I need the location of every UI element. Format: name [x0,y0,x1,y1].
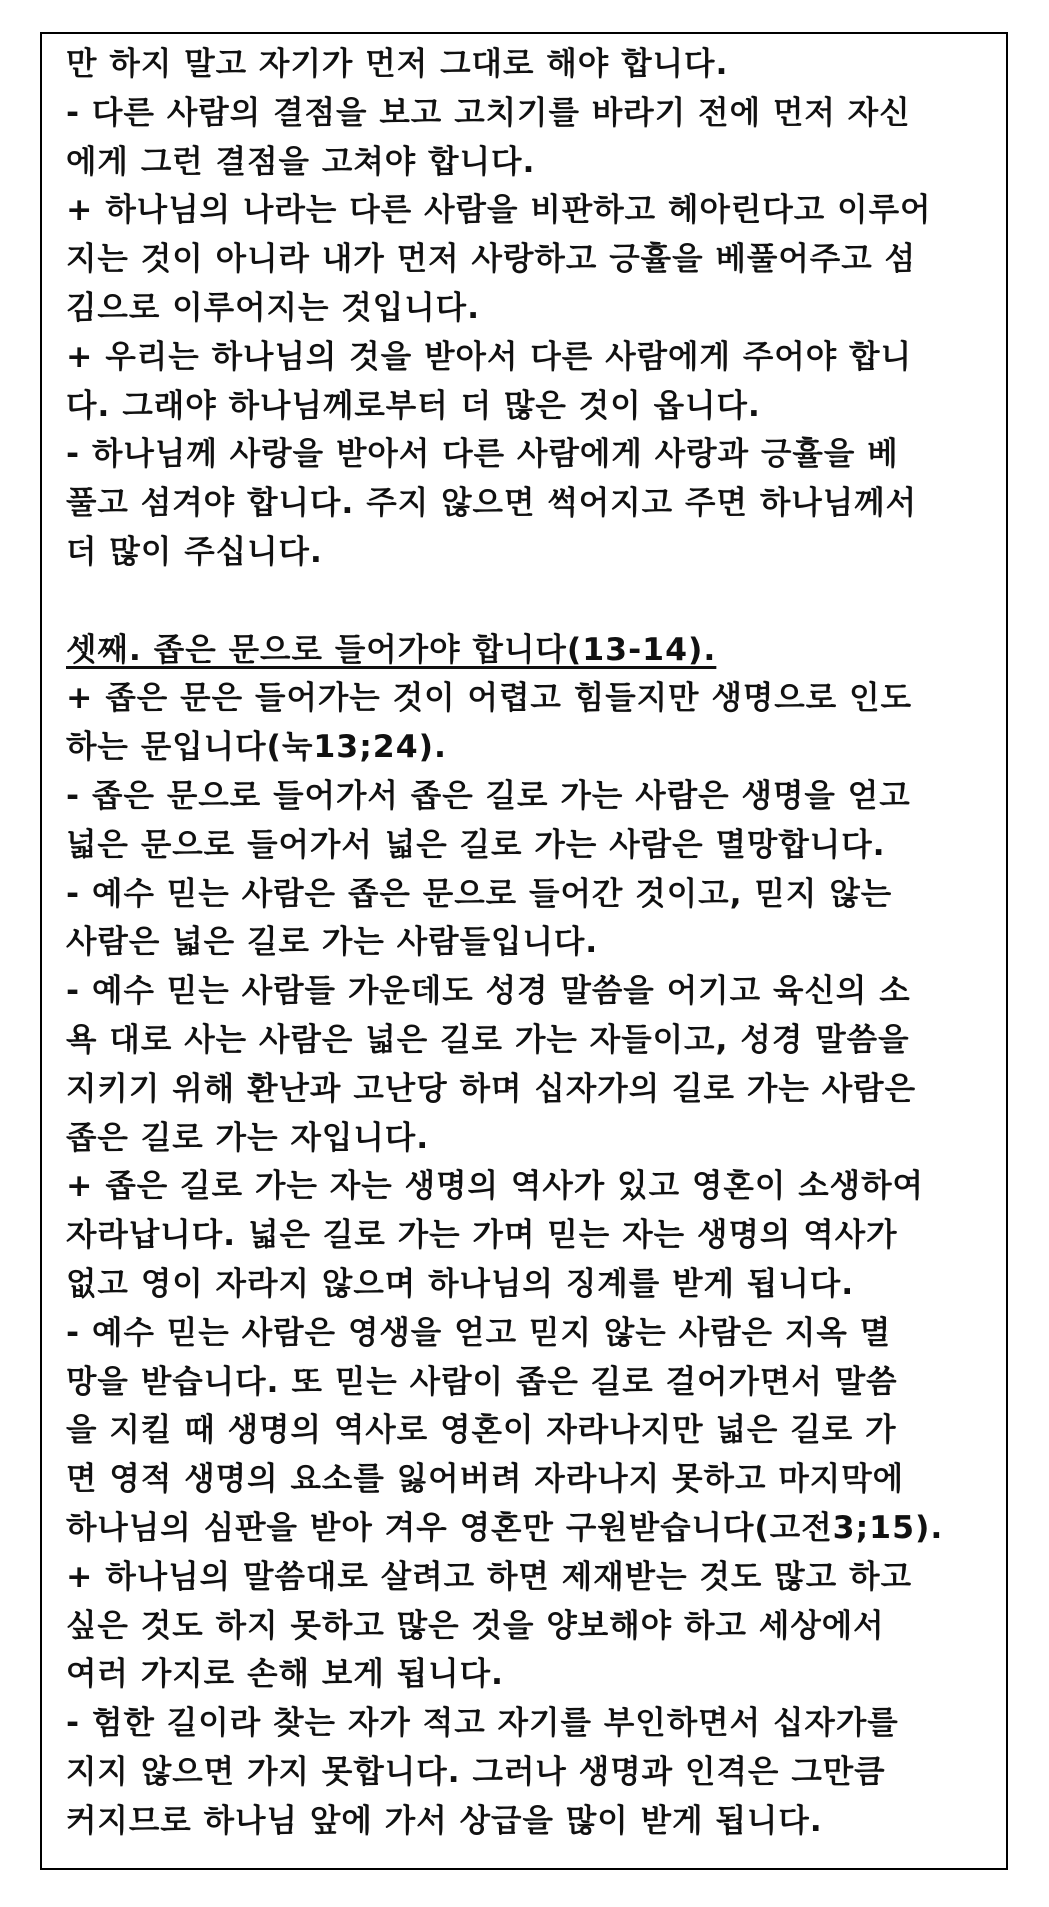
text-line: 망을 받습니다. 또 믿는 사람이 좁은 길로 걸어가면서 말씀 [66,1363,898,1400]
text-line: 여러 가지로 손해 보게 됩니다. [66,1656,504,1693]
text-line: 싶은 것도 하지 못하고 많은 것을 양보해야 하고 세상에서 [66,1607,885,1644]
text-line: - 좁은 문으로 들어가서 좁은 길로 가는 사람은 생명을 얻고 [66,777,911,814]
text-line: 만 하지 말고 자기가 먼저 그대로 해야 합니다. [66,46,729,82]
text-line: + 좁은 길로 가는 자는 생명의 역사가 있고 영혼이 소생하여 [66,1168,924,1205]
text-line: 더 많이 주십니다. [66,533,323,570]
text-line: 을 지킬 때 생명의 역사로 영혼이 자라나지만 넓은 길로 가 [66,1412,897,1449]
paragraph-gap [66,577,984,626]
text-line: - 예수 믿는 사람은 영생을 얻고 믿지 않는 사람은 지옥 멸 [66,1314,892,1351]
text-line: 사람은 넓은 길로 가는 사람들입니다. [66,924,599,961]
section-heading: 셋째. 좁은 문으로 들어가야 합니다(13-14). [66,631,717,668]
text-line: - 예수 믿는 사람은 좁은 문으로 들어간 것이고, 믿지 않는 [66,875,893,912]
text-line: 지키기 위해 환난과 고난당 하며 십자가의 길로 가는 사람은 [66,1070,917,1107]
text-line: - 험한 길이라 찾는 자가 적고 자기를 부인하면서 십자가를 [66,1705,899,1742]
text-line: - 다른 사람의 결점을 보고 고치기를 바라기 전에 먼저 자신 [66,94,911,131]
text-line: 풀고 섬겨야 합니다. 주지 않으면 썩어지고 주면 하나님께서 [66,485,918,522]
text-line: 면 영적 생명의 요소를 잃어버려 자라나지 못하고 마지막에 [66,1461,905,1498]
text-line: + 좁은 문은 들어가는 것이 어렵고 힘들지만 생명으로 인도 [66,680,912,717]
text-line: 욕 대로 사는 사람은 넓은 길로 가는 자들이고, 성경 말씀을 [66,1021,910,1058]
text-line: 없고 영이 자라지 않으며 하나님의 징계를 받게 됩니다. [66,1265,855,1302]
text-line: 좁은 길로 가는 자입니다. [66,1119,430,1156]
text-line: 에게 그런 결점을 고쳐야 합니다. [66,143,536,180]
text-line: 넓은 문으로 들어가서 넓은 길로 가는 사람은 멸망합니다. [66,826,886,863]
text-line: + 우리는 하나님의 것을 받아서 다른 사람에게 주어야 합니 [66,338,912,375]
text-line: + 하나님의 말씀대로 살려고 하면 제재받는 것도 많고 하고 [66,1558,912,1595]
text-line: + 하나님의 나라는 다른 사람을 비판하고 헤아린다고 이루어 [66,192,932,229]
text-line: 다. 그래야 하나님께로부터 더 많은 것이 옵니다. [66,387,761,424]
document-text [66,40,984,1845]
text-line: - 하나님께 사랑을 받아서 다른 사람에게 사랑과 긍휼을 베 [66,436,899,473]
text-line: 하는 문입니다(눅13;24). [66,729,447,766]
text-line: - 예수 믿는 사람들 가운데도 성경 말씀을 어기고 육신의 소 [66,973,911,1010]
text-line: 하나님의 심판을 받아 겨우 영혼만 구원받습니다(고전3;15). [66,1509,944,1546]
text-line: 커지므로 하나님 앞에 가서 상급을 많이 받게 됩니다. [66,1802,823,1839]
text-line: 자라납니다. 넓은 길로 가는 가며 믿는 자는 생명의 역사가 [66,1217,898,1254]
text-line: 지는 것이 아니라 내가 먼저 사랑하고 긍휼을 베풀어주고 섬 [66,241,917,278]
text-line: 김으로 이루어지는 것입니다. [66,289,481,326]
text-line: 지지 않으면 가지 못합니다. 그러나 생명과 인격은 그만큼 [66,1753,886,1790]
